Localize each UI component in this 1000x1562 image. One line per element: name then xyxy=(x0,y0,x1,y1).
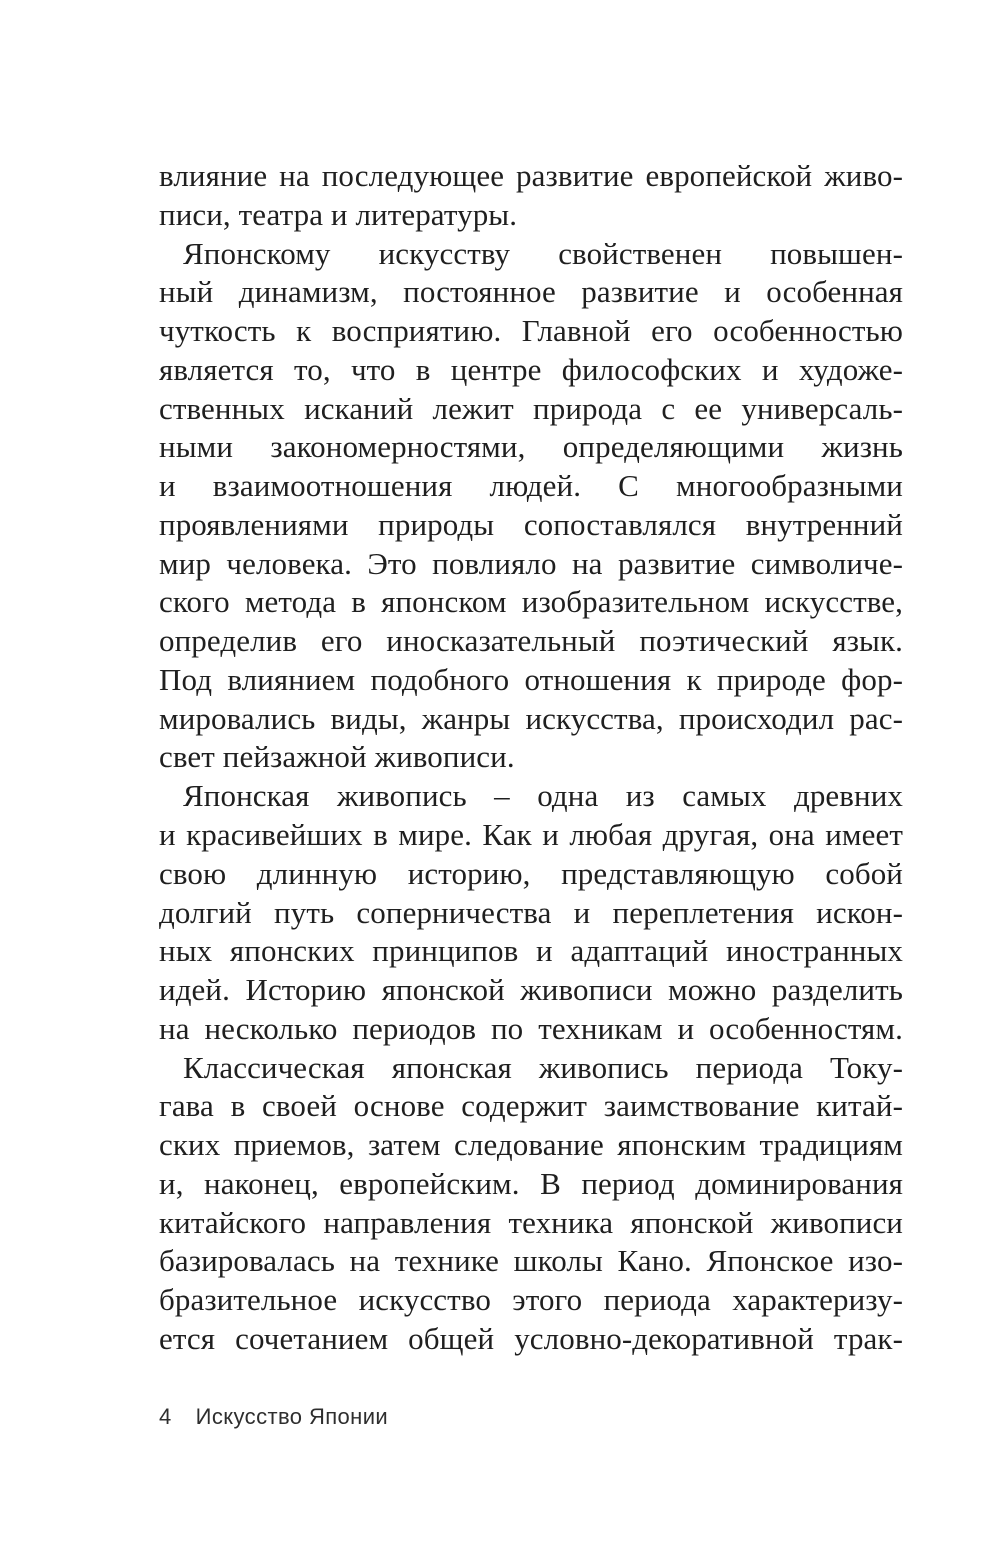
text-line: ных японских принципов и адаптаций иностранных xyxy=(159,933,903,969)
text-line: и, наконец, европейским. В период доминирования xyxy=(159,1165,903,1201)
text-line: и взаимоотношения людей. С многообразными xyxy=(159,468,903,504)
text-line: является то, что в центре философских и художе- xyxy=(159,351,903,387)
page-number: 4 xyxy=(159,1404,172,1429)
text-line: свет пейзажной живописи. xyxy=(159,739,515,775)
text-line: базировалась на технике школы Кано. Японское изо- xyxy=(159,1243,903,1279)
text-line: китайского направления техника японской живописи xyxy=(159,1204,903,1240)
text-line: на несколько периодов по техникам и особенностям. xyxy=(159,1010,903,1046)
text-line: влияние на последующее развитие европейской живо- xyxy=(159,158,903,193)
text-line: ными закономерностями, определяющими жизнь xyxy=(159,429,903,465)
text-line: Японская живопись – одна из самых древних xyxy=(183,778,903,814)
text-line: мир человека. Это повлияло на развитие символиче- xyxy=(159,545,903,581)
text-line: писи, театра и литературы. xyxy=(159,196,518,232)
text-line: свою длинную историю, представляющую собой xyxy=(159,855,903,891)
text-line: Японскому искусству свойственен повышен- xyxy=(183,235,903,271)
text-line: ственных исканий лежит природа с ее универсаль- xyxy=(159,390,903,426)
text-line: и красивейших в мире. Как и любая другая, она имеет xyxy=(159,817,903,853)
paragraph xyxy=(159,1049,903,1359)
text-line: ный динамизм, постоянное развитие и особенная xyxy=(159,274,903,310)
text-line: Классическая японская живопись периода Току- xyxy=(183,1049,903,1085)
text-line: ского метода в японском изобразительном искусстве, xyxy=(159,584,903,620)
text-line: ется сочетанием общей условно-декоративной трак- xyxy=(159,1320,903,1356)
text-line: Под влиянием подобного отношения к природе фор- xyxy=(159,661,903,697)
text-line: долгий путь соперничества и переплетения искон- xyxy=(159,894,903,930)
text-line: бразительное искусство этого периода характеризу- xyxy=(159,1282,903,1318)
text-line: проявлениями природы сопоставлялся внутренний xyxy=(159,506,903,542)
text-line: гава в своей основе содержит заимствование китай- xyxy=(159,1088,903,1124)
text-line: мировались виды, жанры искусства, происходил рас- xyxy=(159,700,903,736)
page-footer xyxy=(159,1404,388,1430)
text-line: идей. Историю японской живописи можно разделить xyxy=(159,972,903,1008)
running-title: Искусство Японии xyxy=(195,1404,389,1429)
paragraph xyxy=(159,235,903,778)
paragraph xyxy=(159,777,903,1048)
text-line: чуткость к восприятию. Главной его особенностью xyxy=(159,313,903,349)
text-line: определив его иносказательный поэтический язык. xyxy=(159,623,903,659)
text-line: ских приемов, затем следование японским традициям xyxy=(159,1127,903,1163)
body-text xyxy=(159,157,903,1359)
paragraph xyxy=(159,157,903,235)
